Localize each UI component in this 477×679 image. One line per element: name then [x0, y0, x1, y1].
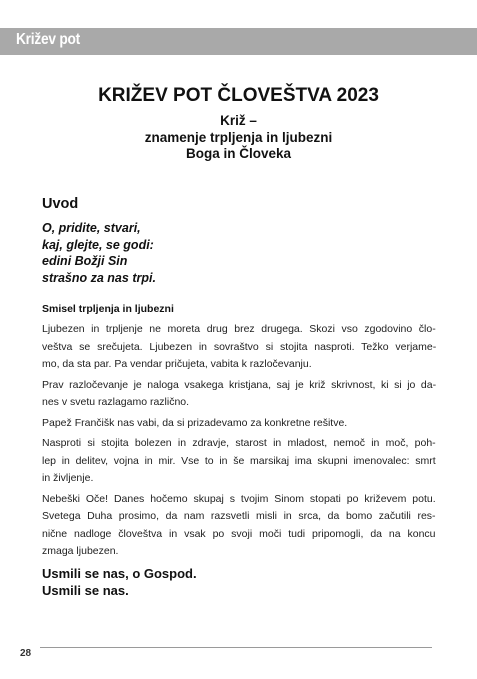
subtitle-line: Križ –: [220, 113, 257, 128]
footer-rule: [40, 647, 432, 648]
verse-line: O, pridite, stvari,: [42, 221, 141, 235]
verse-line: edini Božji Sin: [42, 254, 128, 268]
paragraph: [42, 377, 436, 412]
text-line: zmaga ljubezen.: [42, 545, 119, 557]
header-bar: [0, 28, 477, 55]
paragraph: [42, 321, 436, 374]
subheading: Smisel trpljenja in ljubezni: [42, 303, 174, 315]
verse: [42, 220, 156, 286]
text-line: nične nadloge človeštva in vsak po svoji moči tudi pripomogli, da na koncu: [42, 527, 436, 540]
verse-line: strašno za nas trpi.: [42, 270, 156, 285]
paragraph: [42, 435, 436, 488]
page-title: KRIŽEV POT ČLOVEŠTVA 2023: [98, 85, 379, 106]
paragraph: [42, 491, 436, 561]
subtitle: [0, 113, 477, 163]
closing-line: Usmili se nas, o Gospod.: [42, 566, 197, 581]
closing-line: Usmili se nas.: [42, 582, 129, 598]
text-line: Svetega Duha prosimo, da nam razsvetli misli in srca, da bomo začutili res-: [42, 510, 436, 522]
text-line: mo, da sta par. Pa vendar pričujeta, vabita k razločevanju.: [42, 358, 312, 370]
text-line: lep in delitev, vojna in mir. Vse to in še marsikaj ima skupni imenovalec: smrt: [42, 454, 436, 467]
text-line: Ljubezen in trpljenje ne moreta drug brez drugega. Skozi vso zgodovino člo-: [42, 323, 436, 335]
section-title: Uvod: [42, 196, 79, 212]
subtitle-line: znamenje trpljenja in ljubezni: [144, 129, 333, 145]
verse-line: kaj, glejte, se godi:: [42, 237, 154, 252]
closing-prayer: [42, 566, 197, 599]
running-title: Križev pot: [16, 31, 80, 48]
text-line: Nebeški Oče! Danes hočemo skupaj s tvojim Sinom stopati po križevem potu.: [42, 492, 436, 505]
subtitle-line: Boga in Človeka: [185, 146, 292, 161]
text-line: nes v svetu razlagamo različno.: [42, 396, 190, 408]
body-text: [42, 321, 436, 561]
text-line: Papež Frančišk nas vabi, da si prizadevamo za konkretne rešitve.: [42, 416, 348, 429]
text-line: Nasproti si stojita bolezen in zdravje, starost in mladost, nemoč in moč, poh-: [42, 437, 436, 449]
text-line: in življenje.: [42, 472, 94, 484]
page-number: 28: [20, 648, 32, 659]
paragraph: [42, 415, 436, 433]
text-line: veštva se srečujeta. Ljubezen in sovraštvo si stojita nasproti. Težko verjame-: [42, 340, 437, 353]
text-line: Prav razločevanje je naloga vsakega kristjana, saj je križ skrivnost, ki si jo da-: [42, 378, 437, 391]
